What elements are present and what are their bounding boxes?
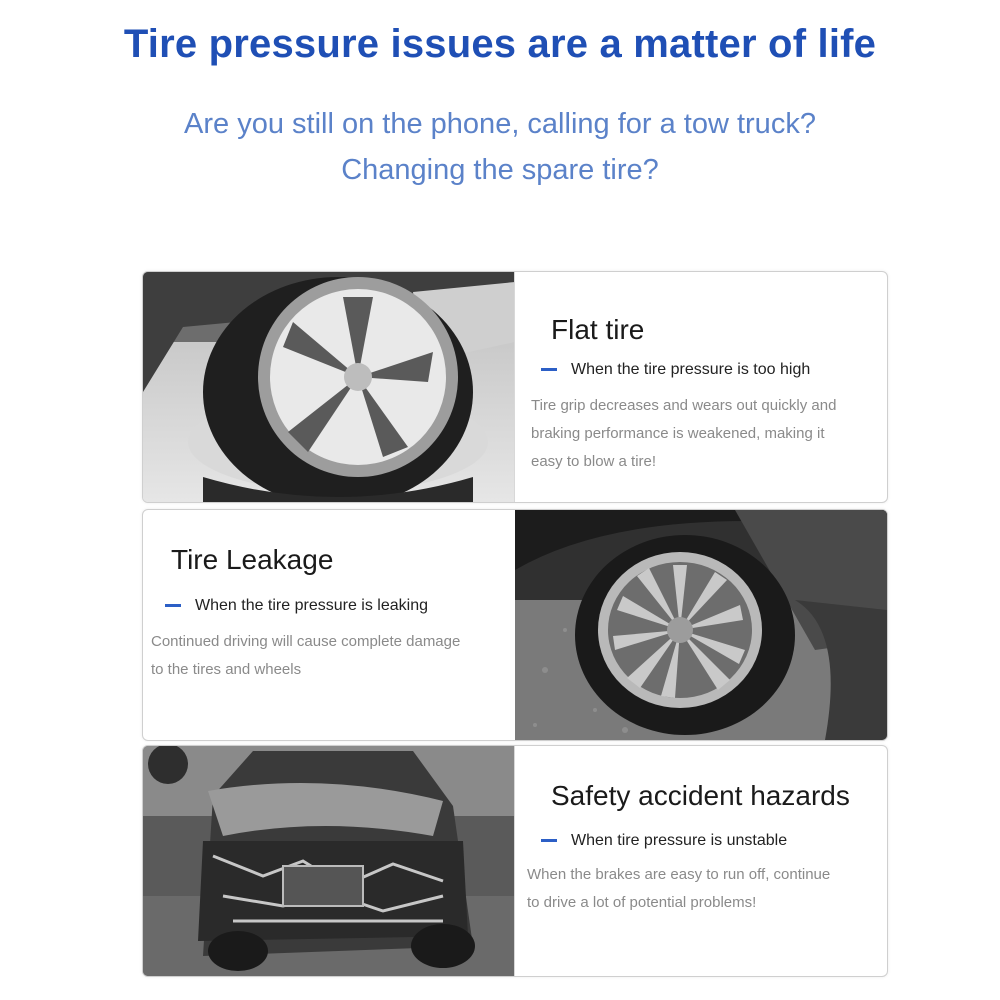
tire-leakage-text bbox=[143, 510, 516, 740]
panel-description: When the brakes are easy to run off, continue to drive a lot of potential problems! bbox=[527, 866, 831, 911]
panel-description: Tire grip decreases and wears out quickly and braking performance is weakened, making it easy to blow a tire! bbox=[531, 397, 837, 470]
safety-hazards-panel bbox=[142, 745, 888, 977]
panel-title: Safety accident hazards bbox=[551, 780, 850, 811]
panel-condition: When the tire pressure is leaking bbox=[165, 597, 428, 615]
safety-hazards-text bbox=[514, 746, 887, 976]
subtitle-line-1: Are you still on the phone, calling for a tow truck? bbox=[184, 108, 816, 140]
headline: Tire pressure issues are a matter of life bbox=[123, 22, 877, 66]
dash-icon bbox=[541, 368, 557, 371]
panel-condition: When tire pressure is unstable bbox=[541, 832, 787, 850]
leaking-tire-photo bbox=[515, 510, 887, 740]
dash-icon bbox=[541, 839, 557, 842]
panel-title: Flat tire bbox=[551, 314, 645, 345]
flat-tire-text bbox=[514, 272, 887, 502]
tire-leakage-panel bbox=[142, 509, 888, 741]
flat-tire-panel bbox=[142, 271, 888, 503]
dash-icon bbox=[165, 604, 181, 607]
panel-condition: When the tire pressure is too high bbox=[541, 361, 810, 379]
crashed-car-photo bbox=[143, 746, 515, 976]
panel-description: Continued driving will cause complete damage to the tires and wheels bbox=[151, 633, 461, 678]
panel-title: Tire Leakage bbox=[171, 544, 334, 575]
subtitle-line-2: Changing the spare tire? bbox=[341, 154, 659, 186]
flat-tire-photo bbox=[143, 272, 515, 502]
